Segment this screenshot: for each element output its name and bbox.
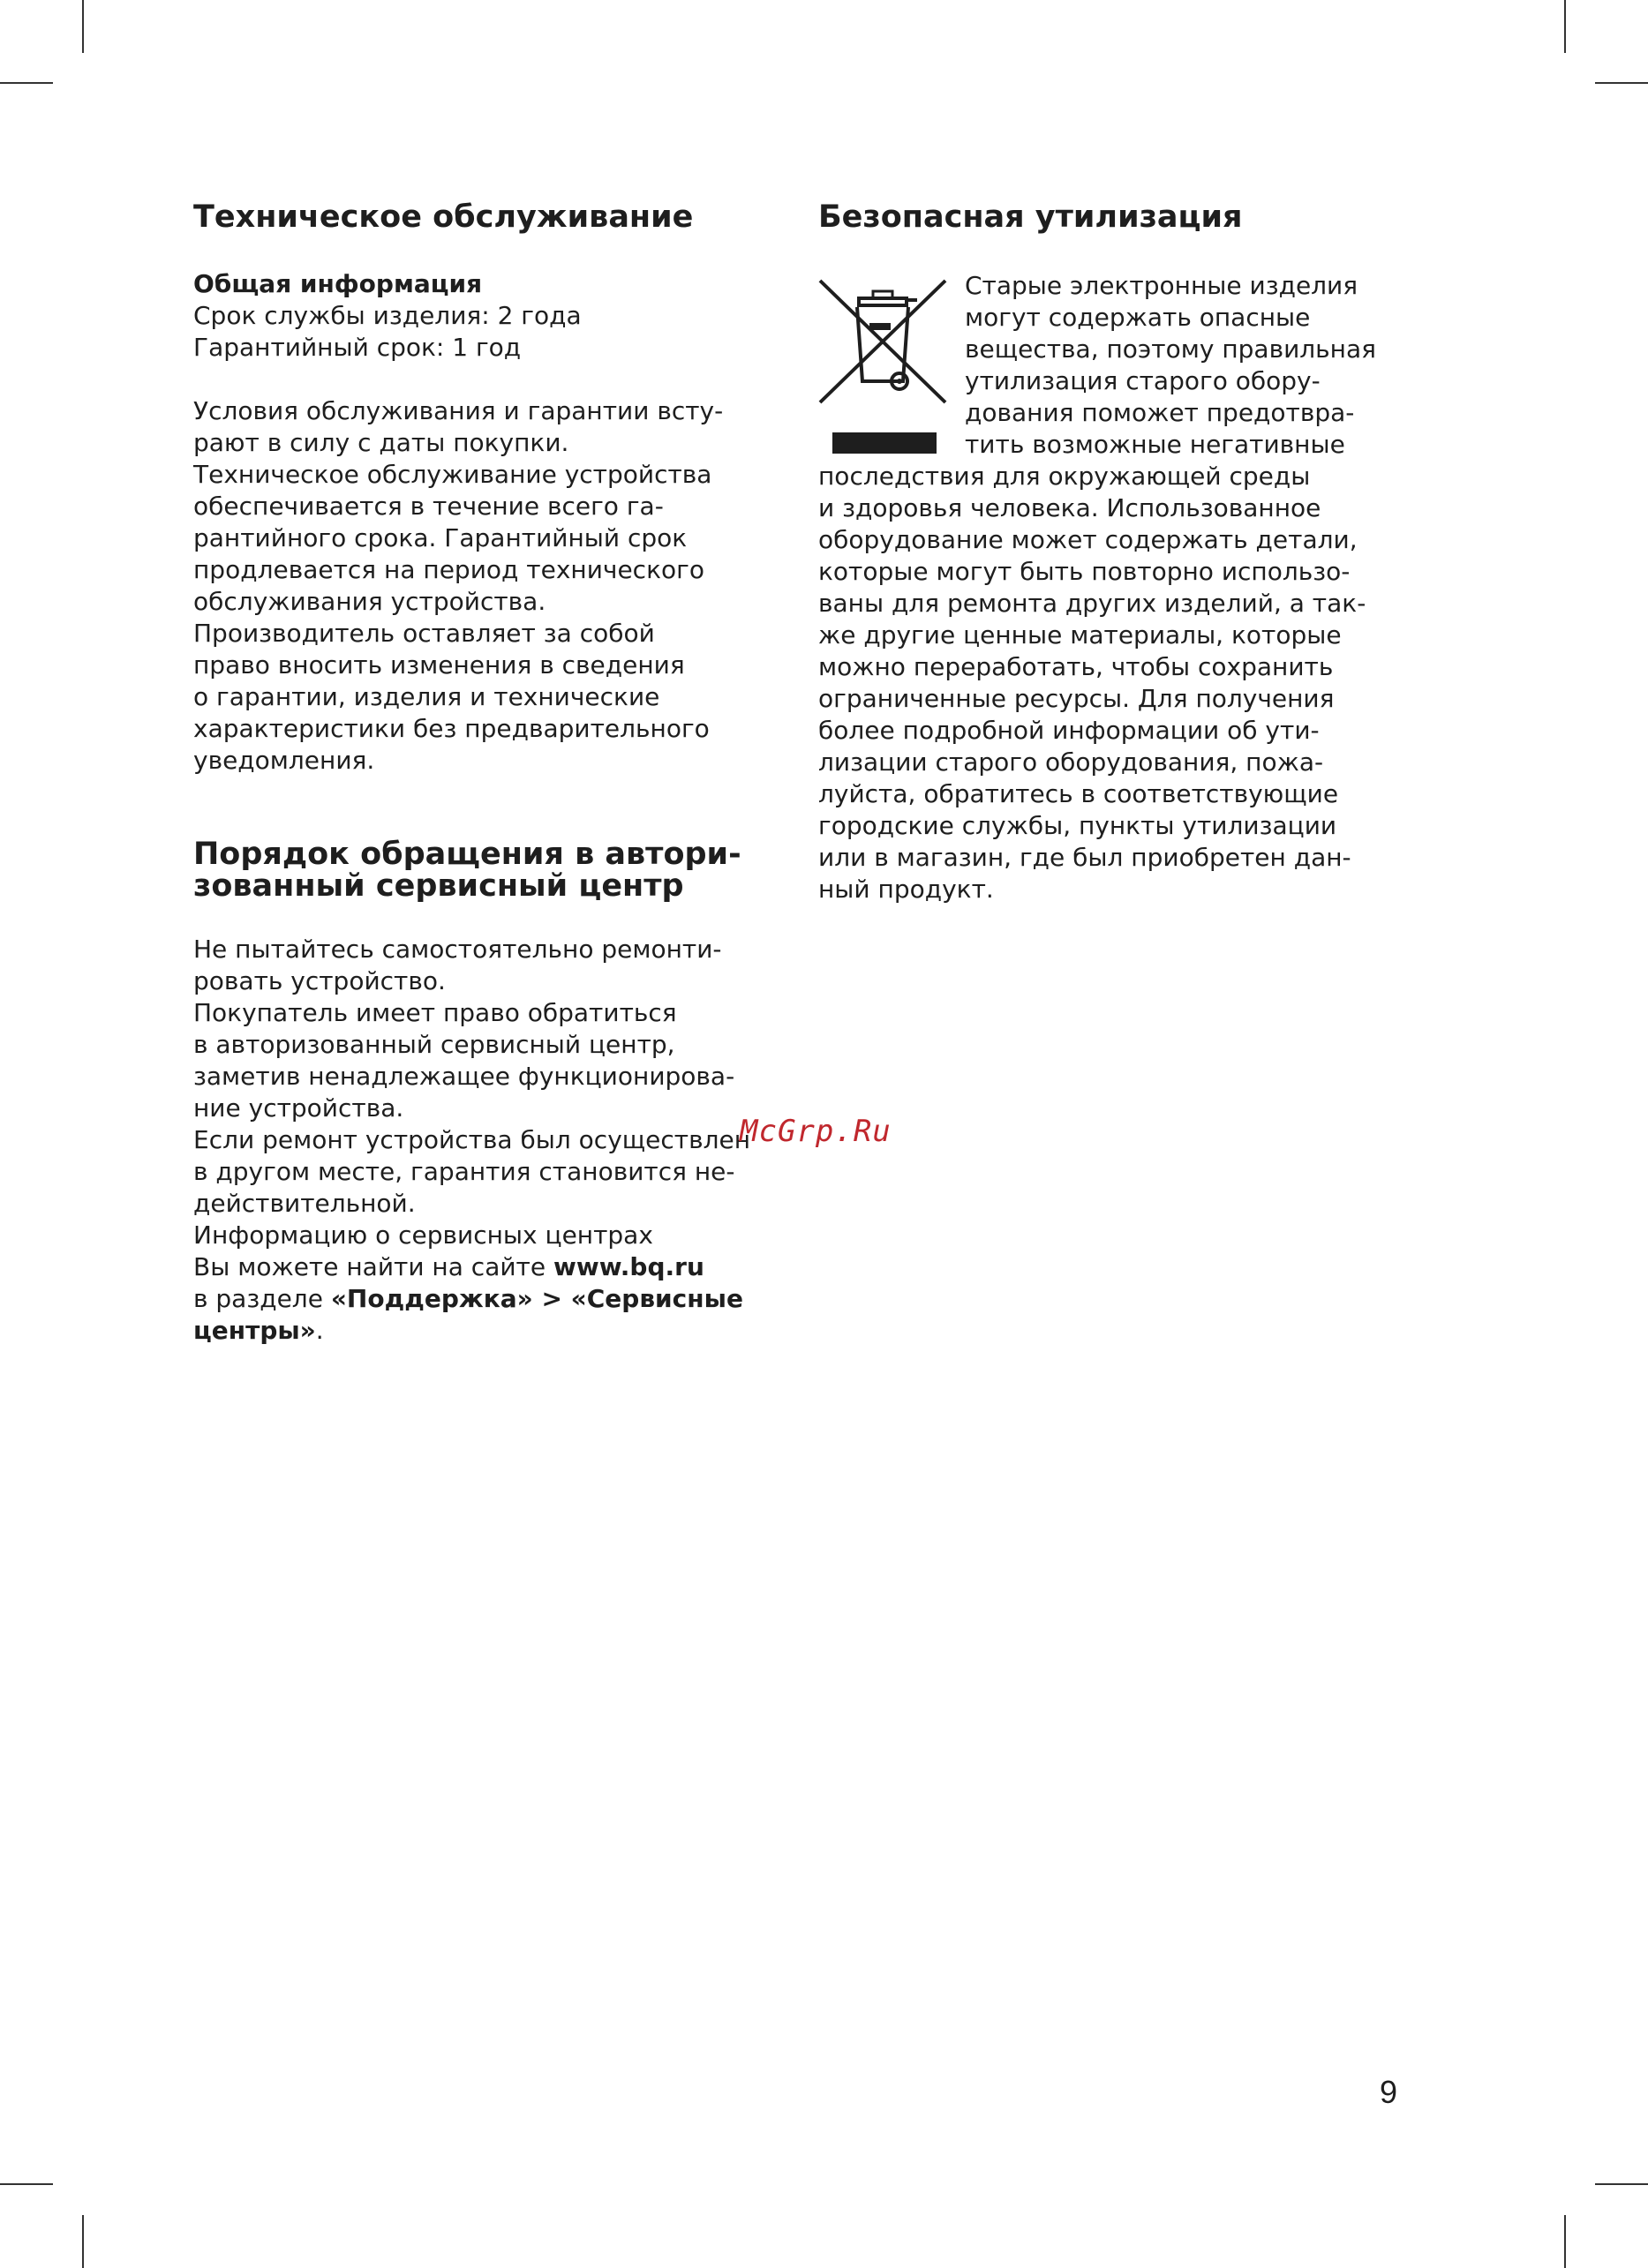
section-path-part1: «Поддержка» > «Сервисные — [330, 1284, 743, 1313]
crop-mark — [1564, 2215, 1566, 2268]
weee-symbol — [818, 270, 965, 459]
watermark: McGrp.Ru — [740, 1114, 892, 1149]
crop-mark — [1595, 82, 1648, 84]
crop-mark — [0, 2183, 53, 2185]
website-link[interactable]: www.bq.ru — [553, 1252, 704, 1281]
crop-mark — [0, 82, 53, 84]
service-life-lines: Срок службы изделия: 2 года Гарантийный срок: 1 год — [193, 301, 582, 362]
crossed-out-wheelie-bin-icon — [818, 277, 951, 462]
maintenance-heading: Техническое обслуживание — [193, 199, 694, 235]
left-column — [193, 199, 776, 1347]
disposal-heading: Безопасная утилизация — [818, 199, 1243, 235]
disposal-text: Старые электронные изделия могут содержать опасные вещества, поэтому правильная утилизация старого обору- дования поможет предотвра- тить возможные негативные последствия для окружающей среды и здоровья человека. Использованное оборудование может содержать детали, которые могут быть повторно использо- ваны для ремонта других изделий, а так- же другие ценные материалы, которые можно переработать, чтобы сохранить ограниченные ресурсы. Для получения более подробной информации об ути- лизации старого оборудования, пожа- луйста, обратитесь в соответствующие городские службы, пункты утилизации или в магазин, где был приобретен дан- ный продукт. — [818, 271, 1376, 904]
page-number: 9 — [1380, 2074, 1398, 2110]
disposal-block — [818, 270, 1411, 905]
general-info-subheading: Общая информация — [193, 269, 483, 298]
section-path-part2: центры» — [193, 1316, 316, 1345]
crop-mark — [82, 2215, 84, 2268]
section-path-line — [193, 1283, 776, 1315]
service-center-heading: Порядок обращения в автори- зованный сервисный центр — [193, 837, 741, 904]
section-suffix: . — [315, 1316, 324, 1345]
section-prefix: в разделе — [193, 1284, 331, 1313]
section-path-line-2 — [193, 1315, 776, 1347]
crop-mark — [1595, 2183, 1648, 2185]
website-prefix: Вы можете найти на сайте — [193, 1252, 553, 1281]
service-center-text: Не пытайтесь самостоятельно ремонти- ровать устройство. Покупатель имеет право обратиться в авторизованный сервисный центр, заметив ненадлежащее функционирова- ние устройства. Если ремонт устройства был осуществлен в другом месте, гарантия становится не- действительной. Информацию о сервисных центрах — [193, 935, 750, 1250]
warranty-conditions-text: Условия обслуживания и гарантии всту- pают в силу с даты покупки. Техническое обслуживание устройства обеспечивается в течение всего га- рантийного срока. Гарантийный срок продлевается на период технического обслуживания устройства. Производитель оставляет за собой право вносить изменения в сведения о гарантии, изделия и технические характеристики без предварительного уведомления. — [193, 396, 724, 775]
website-line — [193, 1251, 776, 1283]
crop-mark — [82, 0, 84, 53]
right-column — [818, 199, 1411, 235]
crop-mark — [1564, 0, 1566, 53]
